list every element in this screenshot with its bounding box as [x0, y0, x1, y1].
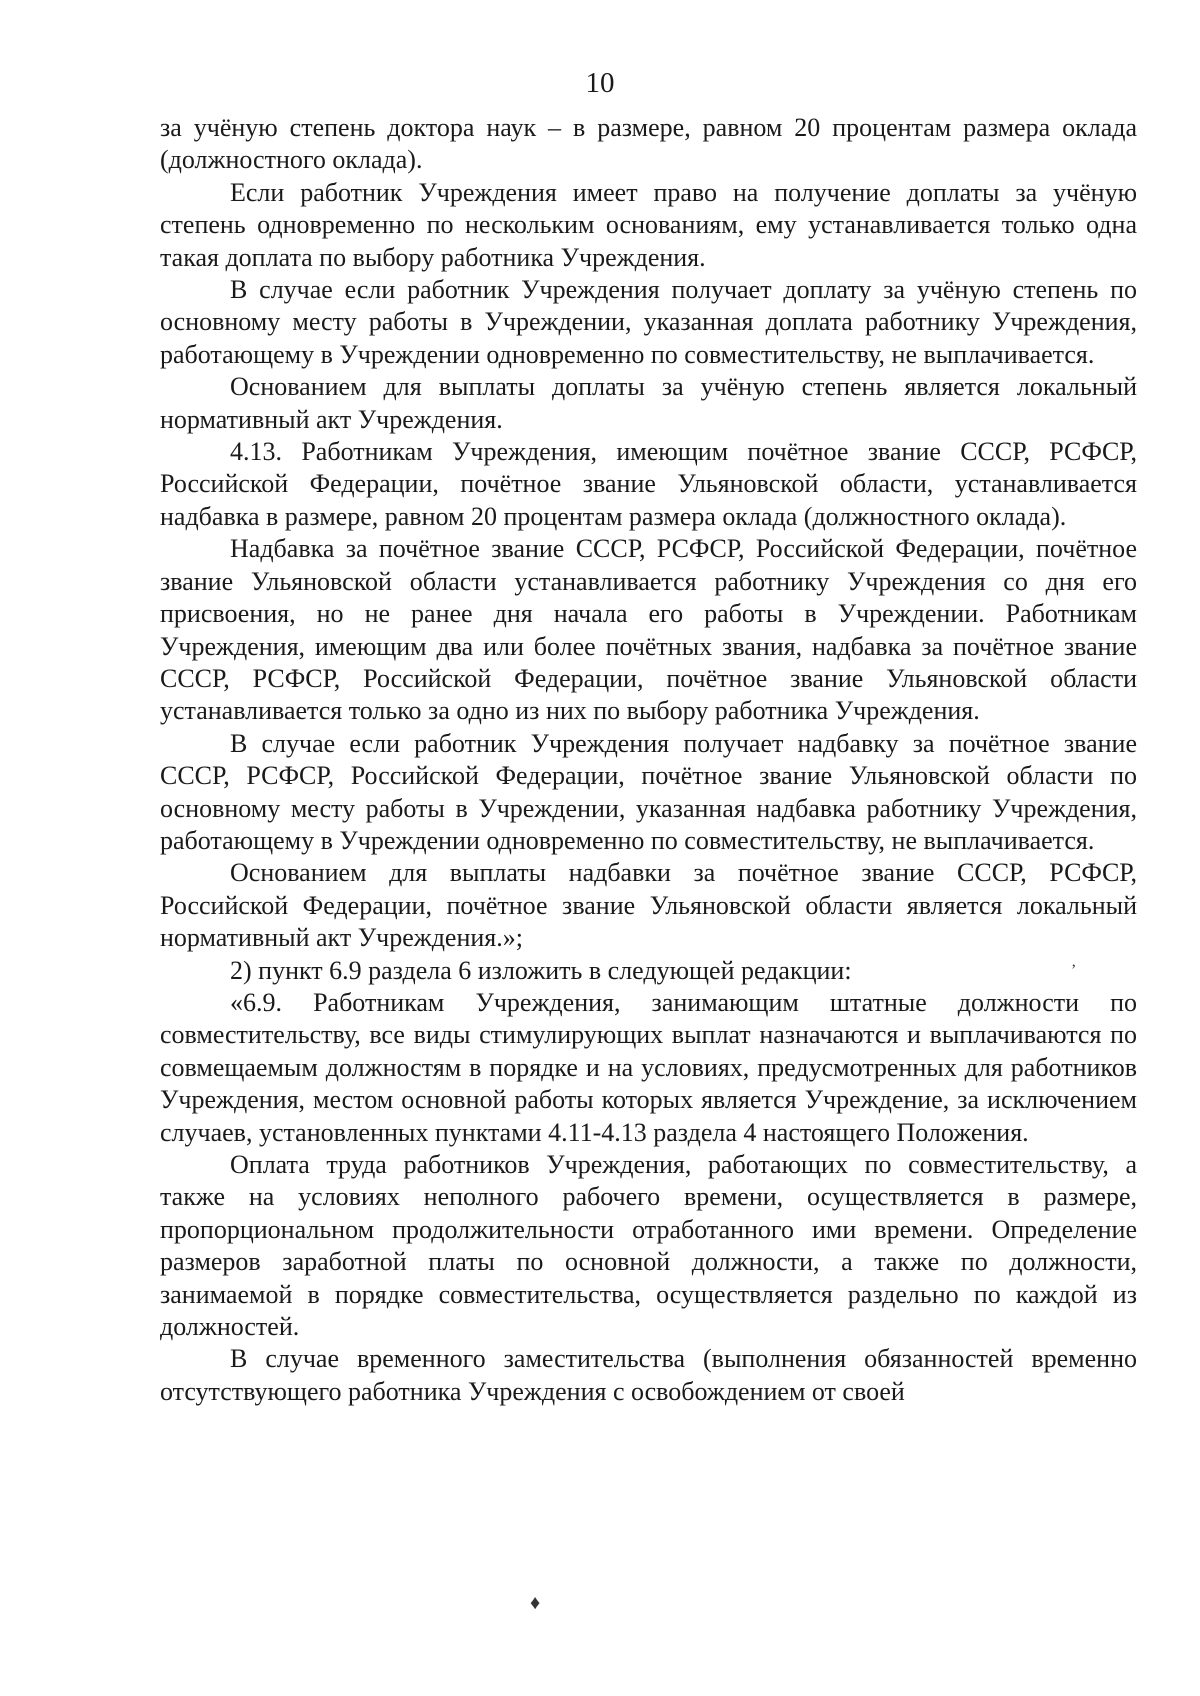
paragraph: 4.13. Работникам Учреждения, имеющим почётное звание СССР, РСФСР, Российской Федерации, почётное звание Ульяновской области, устанавливается надбавка в размере, равном 20 процентам размера оклада (должностного оклада). [160, 437, 1137, 531]
paragraph: В случае если работник Учреждения получает надбавку за почётное звание СССР, РСФСР, Российской Федерации, почётное звание Ульяновской области по основному месту работы в Учреждении, указанная надбавка работнику Учреждения, работающему в Учреждении одновременно по совместительству, не выплачивается. [160, 728, 1137, 855]
paragraph: «6.9. Работникам Учреждения, занимающим штатные должности по совместительству, все виды стимулирующих выплат назначаются и выплачиваются по совмещаемым должностям в порядке и на условиях, предусмотренных для работников Учреждения, местом основной работы которых является Учреждение, за исключением случаев, установленных пунктами 4.11-4.13 раздела 4 настоящего Положения. [160, 987, 1137, 1147]
scan-speck-mark: ♦ [530, 1592, 541, 1614]
paragraph: Основанием для выплаты надбавки за почётное звание СССР, РСФСР, Российской Федерации, почётное звание Ульяновской области является локальный нормативный акт Учреждения.»; [160, 858, 1137, 953]
paragraph: за учёную степень доктора наук – в размере, равном 20 процентам размера оклада (должностного оклада). [160, 113, 1137, 175]
paragraph: Надбавка за почётное звание СССР, РСФСР, Российской Федерации, почётное звание Ульяновской области устанавливается работнику Учреждения со дня его присвоения, но не ранее дня начала его работы в Учреждении. Работникам Учреждения, имеющим два или более почётных звания, надбавка за почётное звание СССР, РСФСР, Российской Федерации, почётное звание Ульяновской области устанавливается только за одно из них по выбору работника Учреждения. [160, 534, 1137, 726]
paragraph: 2) пункт 6.9 раздела 6 изложить в следующей редакции: [230, 955, 852, 985]
document-body [160, 112, 1137, 1408]
scan-speck-mark: ’ [1071, 962, 1077, 979]
paragraph: Основанием для выплаты доплаты за учёную степень является локальный нормативный акт Учреждения. [160, 372, 1137, 434]
paragraph: Оплата труда работников Учреждения, работающих по совместительству, а также на условиях неполного рабочего времени, осуществляется в размере, пропорциональном продолжительности отработанного ими времени. Определение размеров заработной платы по основной должности, а также по должности, занимаемой в порядке совместительства, осуществляется раздельно по каждой из должностей. [160, 1150, 1137, 1342]
paragraph: В случае временного заместительства (выполнения обязанностей временно отсутствующего работника Учреждения с освобождением от своей [160, 1344, 1137, 1406]
paragraph: Если работник Учреждения имеет право на получение доплаты за учёную степень одновременно по нескольким основаниям, ему устанавливается только одна такая доплата по выбору работника Учреждения. [160, 177, 1137, 272]
page-number: 10 [585, 67, 615, 99]
paragraph: В случае если работник Учреждения получает доплату за учёную степень по основному месту работы в Учреждении, указанная доплата работнику Учреждения, работающему в Учреждении одновременно по совместительству, не выплачивается. [160, 275, 1137, 369]
